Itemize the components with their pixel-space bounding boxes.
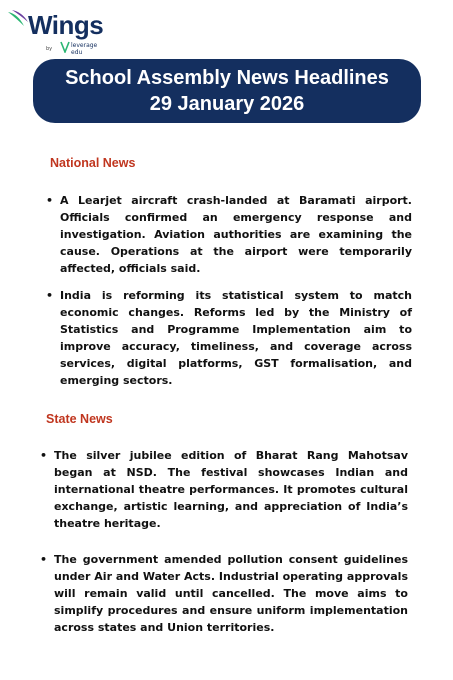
section-heading-national: National News (50, 156, 136, 170)
bullet-dot: • (46, 289, 54, 302)
bullet-dot: • (40, 553, 48, 566)
wings-logo (6, 8, 116, 60)
list-item (40, 551, 408, 636)
news-item-text: The silver jubilee edition of Bharat Rang Mahotsav began at NSD. The festival showcases Indian and international theatre performances. It promotes cultural exchange, artistic learning, and appreciation of India’s theatre heritage. (54, 449, 408, 530)
news-item-text: The government amended pollution consent guidelines under Air and Water Acts. Industrial operating approvals will remain valid until cancelled. The move aims to simplify procedures and ensure uniform implementation across states and Union territories. (54, 553, 408, 634)
list-item (46, 287, 412, 389)
list-item (46, 192, 412, 277)
page-date: 29 January 2026 (149, 93, 305, 115)
page-title: School Assembly News Headlines (65, 67, 389, 89)
brand-name: Wings (28, 10, 104, 40)
bullet-dot: • (40, 449, 48, 462)
brand-by: by (46, 46, 53, 52)
news-item-text: A Learjet aircraft crash-landed at Baramati airport. Officials confirmed an emergency response and investigation. Aviation authorities are examining the cause. Operations at the airport were temporarily affected, officials said. (60, 194, 412, 275)
list-item (40, 447, 408, 532)
leverage-edu-icon (60, 41, 70, 53)
bullet-dot: • (46, 194, 54, 207)
section-heading-state: State News (46, 412, 113, 426)
brand-partner: leverage edu (71, 42, 98, 56)
title-banner (33, 59, 421, 123)
news-item-text: India is reforming its statistical system to match economic changes. Reforms led by the Ministry of Statistics and Programme Implementation aim to improve accuracy, timeliness, and coverage across services, digital platforms, GST formalisation, and emerging sectors. (60, 289, 412, 387)
